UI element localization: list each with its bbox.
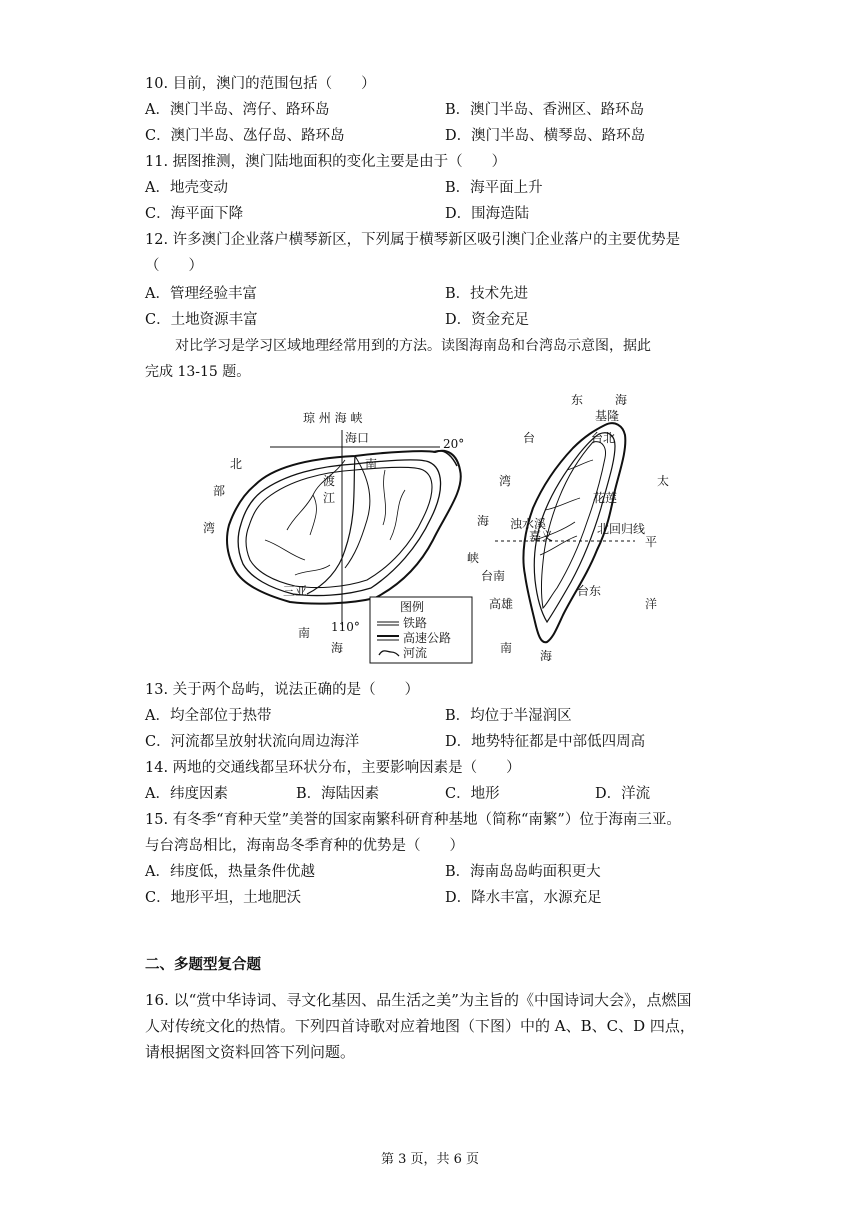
q14-option-c: C．地形 [445, 786, 500, 802]
q13-option-b: B．均位于半湿润区 [445, 708, 572, 724]
hualian-label: 花莲 [593, 491, 618, 505]
q13-option-a: A．均全部位于热带 [145, 708, 272, 724]
qiongzhou-strait-label: 琼 州 海 峡 [303, 411, 363, 425]
q14-option-a: A．纬度因素 [145, 786, 228, 802]
q13-stem: 13. 关于两个岛屿，说法正确的是（ ） [145, 682, 420, 698]
tropic-label: 北回归线 [597, 522, 646, 536]
q13-option-d: D．地势特征都是中部低四周高 [445, 734, 646, 750]
east-sea-label-2: 海 [615, 393, 628, 407]
legend-river: 河流 [403, 646, 428, 660]
pacific-label-1: 太 [657, 474, 670, 488]
q13-option-c: C．河流都呈放射状流向周边海洋 [145, 734, 360, 750]
taiwan-strait-label-4: 峡 [467, 551, 480, 565]
south-sea-label-2: 海 [331, 641, 344, 655]
q14-stem: 14. 两地的交通线都呈环状分布，主要影响因素是（ ） [145, 760, 521, 776]
haikou-label: 海口 [345, 431, 370, 445]
q14-option-d: D．洋流 [595, 786, 651, 802]
q11-option-d: D．围海造陆 [445, 206, 530, 222]
q10-option-c: C．澳门半岛、氹仔岛、路环岛 [145, 128, 345, 144]
beibu-gulf-label-2: 部 [213, 484, 226, 498]
beibu-gulf-label-1: 北 [230, 457, 243, 471]
page-number: 第 3 页，共 6 页 [380, 1152, 480, 1167]
q12-option-c: C．土地资源丰富 [145, 312, 258, 328]
intro-line-1: 对比学习是学习区域地理经常用到的方法。读图海南岛和台湾岛示意图，据此 [175, 338, 651, 354]
legend-highway: 高速公路 [403, 631, 452, 645]
q11-option-c: C．海平面下降 [145, 206, 244, 222]
taidong-label: 台东 [577, 584, 602, 598]
q14-option-b: B．海陆因素 [296, 786, 380, 802]
pacific-label-2: 平 [645, 535, 658, 549]
lat-20-label: 20° [443, 437, 465, 451]
q12-option-a: A．管理经验丰富 [145, 286, 257, 302]
nandu-label-1: 南 [365, 457, 378, 471]
map-legend [370, 597, 472, 663]
hainan-map [203, 410, 472, 663]
legend-railway: 铁路 [403, 616, 428, 630]
q10-option-d: D．澳门半岛、横琴岛、路环岛 [445, 128, 646, 144]
q12-option-d: D．资金充足 [445, 312, 530, 328]
taibei-label: 台北 [591, 431, 616, 445]
zhuoshui-label: 浊水溪 [510, 517, 547, 531]
tainan-label: 台南 [481, 569, 506, 583]
q11-stem: 11. 据图推测，澳门陆地面积的变化主要是由于（ ） [145, 154, 507, 170]
q15-option-c: C．地形平坦，土地肥沃 [145, 890, 302, 906]
hainan-highway [238, 460, 440, 596]
taiwan-map [467, 393, 669, 663]
south-sea-label-1: 南 [298, 626, 311, 640]
q15-stem: 15. 有冬季“育种天堂”美誉的国家南繁科研育种基地（简称“南繁”）位于海南三亚。 [145, 812, 681, 828]
section-title: 二、多题型复合题 [145, 957, 261, 973]
nandu-label-2: 渡 [323, 474, 336, 488]
legend-title: 图例 [400, 600, 425, 614]
pacific-label-3: 洋 [645, 597, 658, 611]
q12-stem: 12. 许多澳门企业落户横琴新区，下列属于横琴新区吸引澳门企业落户的主要优势是 [145, 232, 681, 248]
q15-stem-cont: 与台湾岛相比，海南岛冬季育种的优势是（ ） [145, 838, 464, 854]
taiwan-south-sea-label-2: 海 [540, 649, 553, 663]
taiwan-south-sea-label-1: 南 [500, 641, 513, 655]
sanya-label: 三亚 [283, 584, 308, 598]
jilong-label: 基隆 [595, 409, 620, 423]
taiwan-strait-label-2: 湾 [499, 474, 512, 488]
beibu-gulf-label-3: 湾 [203, 521, 216, 535]
q10-option-b: B．澳门半岛、香洲区、路环岛 [445, 102, 645, 118]
q10-option-a: A．澳门半岛、湾仔、路环岛 [145, 102, 330, 118]
gaoxiong-label: 高雄 [489, 597, 514, 611]
q16-line-2: 人对传统文化的热情。下列四首诗歌对应着地图（下图）中的 A、B、C、D 四点， [145, 1017, 695, 1035]
intro-line-2: 完成 13-15 题。 [145, 364, 251, 380]
q12-stem-cont: （ ） [145, 258, 203, 274]
q11-option-b: B．海平面上升 [445, 180, 543, 196]
q15-option-b: B．海南岛岛屿面积更大 [445, 864, 601, 880]
island-comparison-map [195, 390, 685, 675]
q12-option-b: B．技术先进 [445, 286, 529, 302]
q11-option-a: A．地壳变动 [145, 180, 228, 196]
taiwan-strait-label-1: 台 [523, 431, 536, 445]
q16-line-3: 请根据图文资料回答下列问题。 [145, 1043, 356, 1061]
q15-option-d: D．降水丰富，水源充足 [445, 890, 602, 906]
q10-stem: 10. 目前，澳门的范围包括（ ） [145, 76, 376, 92]
q15-option-a: A．纬度低，热量条件优越 [145, 864, 315, 880]
nandu-label-3: 江 [323, 491, 336, 505]
jiayi-label: 嘉义 [529, 529, 554, 543]
taiwan-strait-label-3: 海 [477, 514, 490, 528]
east-sea-label-1: 东 [571, 393, 584, 407]
hainan-railway [246, 467, 432, 587]
q16-line-1: 16. 以“赏中华诗词、寻文化基因、品生活之美”为主旨的《中国诗词大会》，点燃国 [145, 991, 692, 1009]
lon-110-label: 110° [331, 620, 360, 634]
